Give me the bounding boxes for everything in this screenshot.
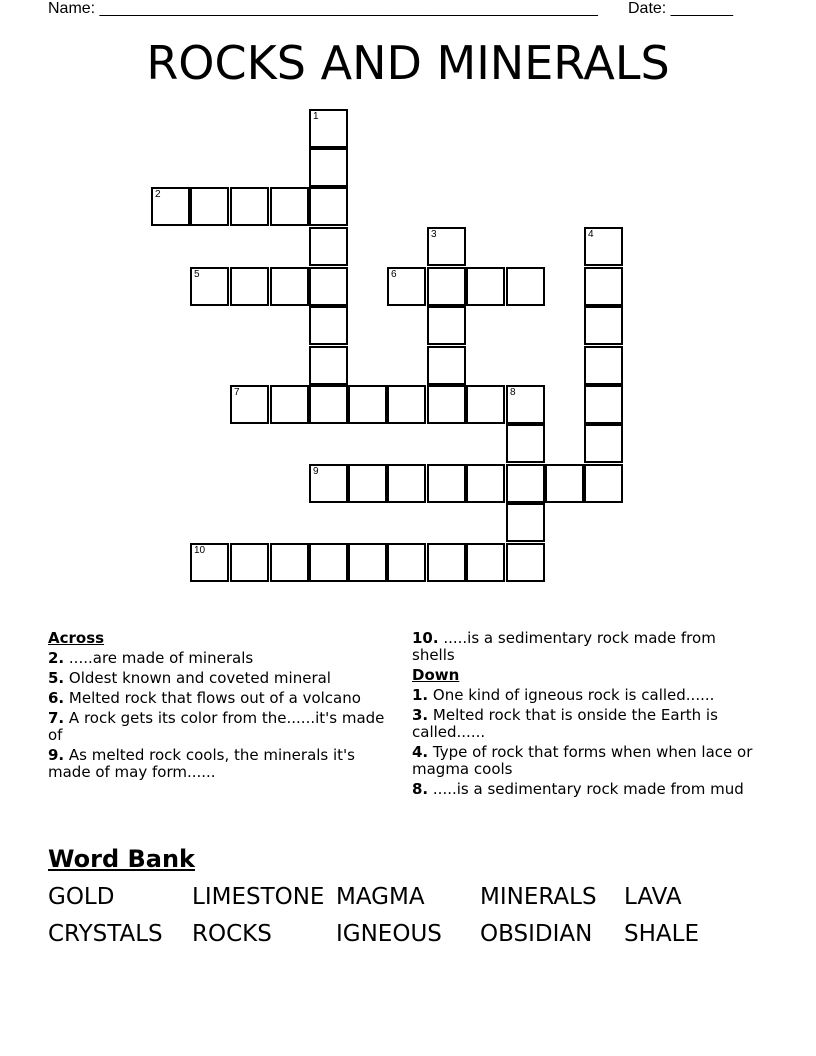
crossword-cell[interactable] xyxy=(584,267,623,306)
crossword-cell[interactable] xyxy=(309,346,348,385)
clue-number: 8 xyxy=(510,387,516,398)
crossword-cell[interactable] xyxy=(427,464,466,503)
clue-across-10 xyxy=(412,630,757,664)
word-bank-item: GOLD xyxy=(48,884,115,910)
across-heading: Across xyxy=(48,629,105,647)
clue-down-8 xyxy=(412,781,757,798)
crossword-cell[interactable] xyxy=(584,306,623,345)
clue-text: .....is a sedimentary rock made from shells xyxy=(412,629,716,664)
crossword-cell[interactable] xyxy=(230,187,269,226)
clue-number: 7 xyxy=(234,387,240,398)
crossword-cell[interactable] xyxy=(506,424,545,463)
word-bank-item: MINERALS xyxy=(480,884,597,910)
clues-left-column xyxy=(48,630,393,781)
clue-across-2 xyxy=(48,650,393,667)
clue-number: 3 xyxy=(431,229,437,240)
clue-number: 1 xyxy=(313,111,319,122)
crossword-cell[interactable] xyxy=(309,227,348,266)
crossword-cell[interactable] xyxy=(348,385,387,424)
clue-number: 6. xyxy=(48,689,65,707)
crossword-cell[interactable] xyxy=(584,464,623,503)
crossword-cell[interactable] xyxy=(466,385,505,424)
word-bank-item: IGNEOUS xyxy=(336,921,442,947)
crossword-cell[interactable] xyxy=(506,543,545,582)
word-bank-title: Word Bank xyxy=(48,845,196,873)
clue-number: 5 xyxy=(194,269,200,280)
crossword-cell[interactable] xyxy=(427,306,466,345)
crossword-cell[interactable] xyxy=(230,385,269,424)
date-field-label: Date: _______ xyxy=(628,0,733,17)
crossword-cell[interactable] xyxy=(427,227,466,266)
clue-text: As melted rock cools, the minerals it's made of may form...... xyxy=(48,746,355,781)
crossword-cell[interactable] xyxy=(151,187,190,226)
clue-down-4 xyxy=(412,744,757,778)
crossword-cell[interactable] xyxy=(270,543,309,582)
clue-number: 10. xyxy=(412,629,439,647)
clue-down-1 xyxy=(412,687,757,704)
word-bank-item: LAVA xyxy=(624,884,682,910)
clue-number: 5. xyxy=(48,669,65,687)
crossword-cell[interactable] xyxy=(387,464,426,503)
clue-number: 6 xyxy=(391,269,397,280)
crossword-cell[interactable] xyxy=(506,503,545,542)
crossword-cell[interactable] xyxy=(190,187,229,226)
clue-down-3 xyxy=(412,707,757,741)
clue-text: Melted rock that is onside the Earth is called...... xyxy=(412,706,718,741)
word-bank-item: LIMESTONE xyxy=(192,884,325,910)
clue-number: 2. xyxy=(48,649,65,667)
crossword-cell[interactable] xyxy=(584,346,623,385)
name-field-label: Name: ________________________________________________________ xyxy=(48,0,598,17)
crossword-cell[interactable] xyxy=(506,267,545,306)
crossword-cell[interactable] xyxy=(584,424,623,463)
clue-number: 3. xyxy=(412,706,429,724)
crossword-cell[interactable] xyxy=(309,306,348,345)
crossword-cell[interactable] xyxy=(466,267,505,306)
crossword-cell[interactable] xyxy=(466,543,505,582)
clue-across-7 xyxy=(48,710,393,744)
clue-text: Melted rock that flows out of a volcano xyxy=(64,689,361,707)
crossword-cell[interactable] xyxy=(506,385,545,424)
crossword-cell[interactable] xyxy=(309,543,348,582)
crossword-cell[interactable] xyxy=(230,267,269,306)
crossword-cell[interactable] xyxy=(427,267,466,306)
crossword-cell[interactable] xyxy=(348,464,387,503)
crossword-cell[interactable] xyxy=(348,543,387,582)
crossword-cell[interactable] xyxy=(584,227,623,266)
crossword-cell[interactable] xyxy=(190,267,229,306)
crossword-cell[interactable] xyxy=(427,385,466,424)
crossword-cell[interactable] xyxy=(309,464,348,503)
crossword-cell[interactable] xyxy=(387,385,426,424)
page-title: ROCKS AND MINERALS xyxy=(146,36,670,90)
clues-right-column xyxy=(412,630,757,798)
clue-text: .....are made of minerals xyxy=(64,649,254,667)
crossword-cell[interactable] xyxy=(270,385,309,424)
crossword-cell[interactable] xyxy=(387,267,426,306)
crossword-cell[interactable] xyxy=(309,109,348,148)
clue-number: 1. xyxy=(412,686,429,704)
crossword-cell[interactable] xyxy=(309,187,348,226)
crossword-cell[interactable] xyxy=(427,543,466,582)
clue-text: One kind of igneous rock is called...... xyxy=(428,686,715,704)
crossword-cell[interactable] xyxy=(584,385,623,424)
crossword-cell[interactable] xyxy=(190,543,229,582)
clue-number: 9 xyxy=(313,466,319,477)
crossword-cell[interactable] xyxy=(270,187,309,226)
word-bank-item: MAGMA xyxy=(336,884,425,910)
clue-text: A rock gets its color from the......it's made of xyxy=(48,709,385,744)
crossword-cell[interactable] xyxy=(506,464,545,503)
crossword-cell[interactable] xyxy=(309,385,348,424)
crossword-cell[interactable] xyxy=(545,464,584,503)
clue-number: 7. xyxy=(48,709,65,727)
clue-number: 8. xyxy=(412,780,429,798)
clue-across-9 xyxy=(48,747,393,781)
crossword-cell[interactable] xyxy=(230,543,269,582)
clue-across-5 xyxy=(48,670,393,687)
down-heading: Down xyxy=(412,666,460,684)
word-bank-item: ROCKS xyxy=(192,921,272,947)
word-bank-item: OBSIDIAN xyxy=(480,921,593,947)
crossword-cell[interactable] xyxy=(309,148,348,187)
clue-number: 4. xyxy=(412,743,429,761)
clue-number: 9. xyxy=(48,746,65,764)
word-bank-item: SHALE xyxy=(624,921,699,947)
crossword-cell[interactable] xyxy=(270,267,309,306)
crossword-cell[interactable] xyxy=(466,464,505,503)
clue-number: 10 xyxy=(194,545,206,556)
clue-text: .....is a sedimentary rock made from mud xyxy=(428,780,744,798)
crossword-cell[interactable] xyxy=(387,543,426,582)
word-bank-item: CRYSTALS xyxy=(48,921,163,947)
clue-text: Oldest known and coveted mineral xyxy=(64,669,331,687)
crossword-cell[interactable] xyxy=(427,346,466,385)
clue-text: Type of rock that forms when when lace or magma cools xyxy=(412,743,753,778)
clue-across-6 xyxy=(48,690,393,707)
clue-number: 4 xyxy=(588,229,594,240)
crossword-cell[interactable] xyxy=(309,267,348,306)
clue-number: 2 xyxy=(155,189,161,200)
